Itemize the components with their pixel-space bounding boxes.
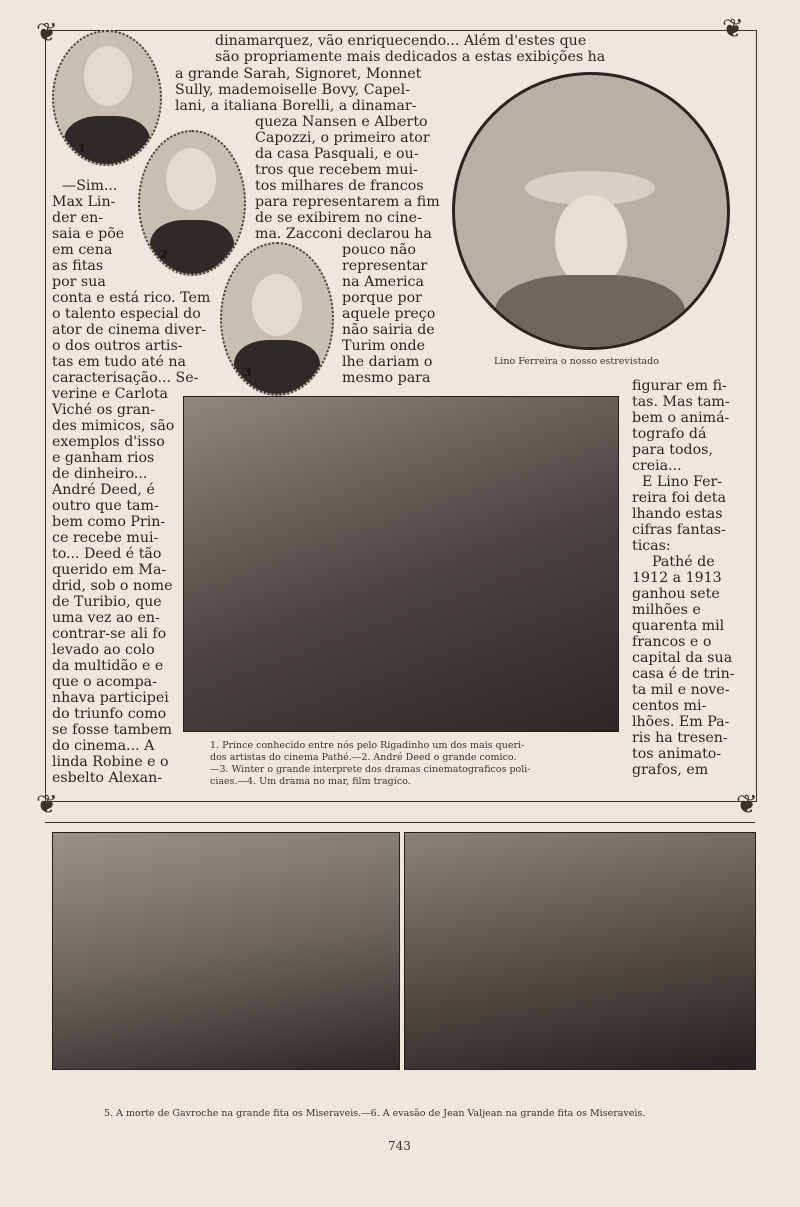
corner-ornament-icon: ❦: [36, 18, 58, 48]
portrait-3: [220, 242, 334, 396]
corner-ornament-icon: ❦: [736, 790, 758, 820]
portrait-1: [52, 30, 162, 166]
portrait-2: [138, 130, 246, 276]
lino-ferreira-portrait: [452, 72, 730, 350]
ship-drama-photo: [183, 396, 619, 732]
bottom-caption: 5. A morte de Gavroche na grande fita os Miseraveis.—6. A evasão de Jean Valjean na grande fita os Miseraveis.: [104, 1108, 646, 1119]
corner-ornament-icon: ❦: [36, 790, 58, 820]
divider: [45, 822, 755, 823]
page-number: 743: [388, 1139, 411, 1153]
portrait-number: 2: [160, 248, 168, 261]
gavroche-photo: [52, 832, 400, 1070]
portrait-number: 3: [244, 366, 252, 379]
jean-valjean-photo: [404, 832, 756, 1070]
portrait-number: 1: [78, 142, 86, 155]
lino-caption: Lino Ferreira o nosso estrevistado: [494, 356, 659, 367]
corner-ornament-icon: ❦: [722, 14, 744, 44]
center-caption: 1. Prince conhecido entre nós pelo Rigadinho um dos mais queri- dos artistas do cinema Pathé.—2. André Deed o grande comico. —3. Winter o grande interprete dos dramas cinematograficos poli- ciaes.—4. Um drama no mar, film tragico.: [210, 740, 531, 787]
